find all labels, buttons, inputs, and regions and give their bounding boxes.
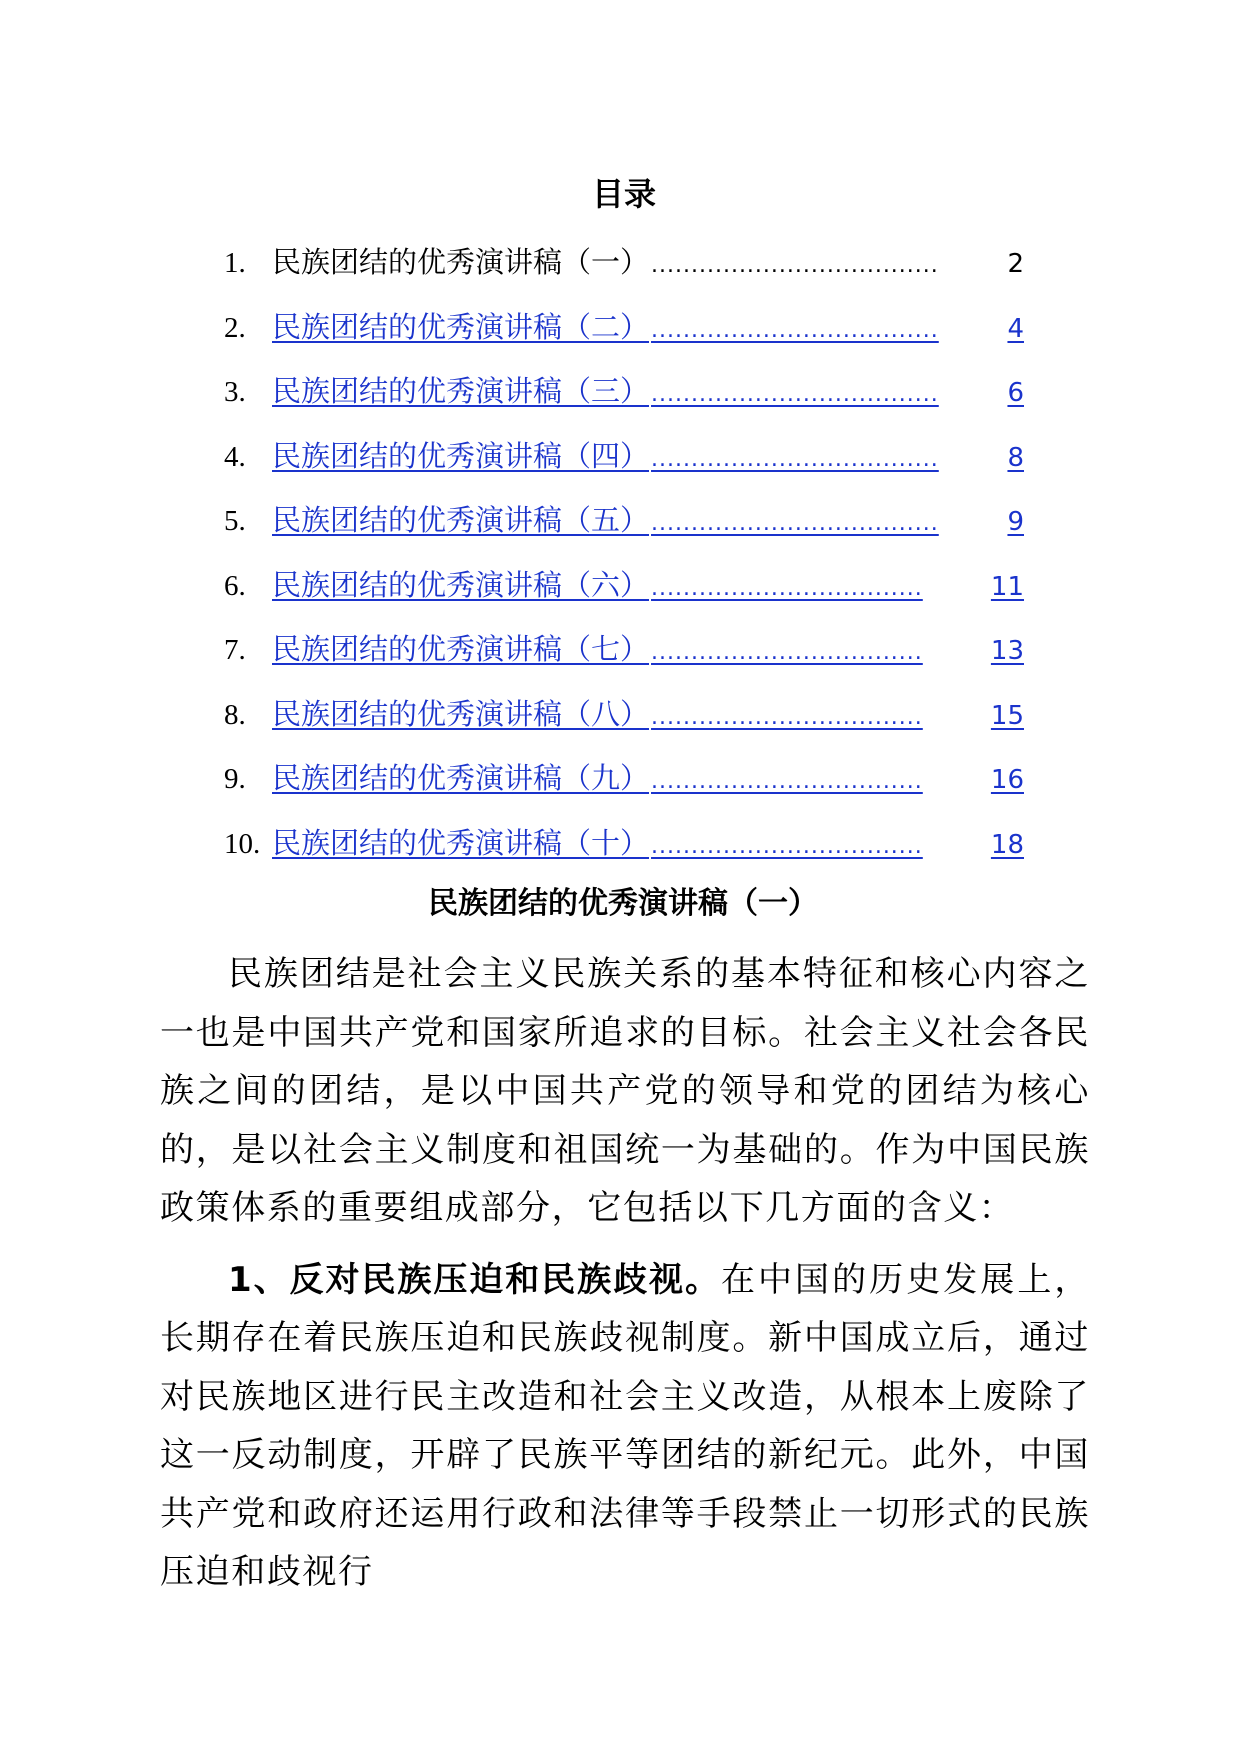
toc-item-number: 2. [224,311,246,344]
toc-item-link[interactable] [272,627,1024,675]
toc-page-number: 11 [990,571,1024,602]
toc-item [224,434,1024,499]
toc-item-text: 民族团结的优秀演讲稿（四） [272,438,650,473]
toc-item-link[interactable] [272,305,1024,353]
toc-item-link[interactable] [272,563,1024,611]
toc-item-number: 3. [224,376,246,408]
toc-item-text: 民族团结的优秀演讲稿（五） [272,503,650,537]
toc-item-text: 民族团结的优秀演讲稿（十） [272,825,650,860]
toc-leader-dots: .................................... [651,382,939,407]
toc-leader-dots: .................................. [651,575,923,601]
toc-leader-dots: .................................... [651,446,939,472]
toc-item-number: 7. [224,634,246,666]
toc-item-link[interactable] [272,434,1024,482]
toc-page-number: 18 [990,829,1024,860]
toc-item-text: 民族团结的优秀演讲稿（九） [272,761,650,795]
toc-item-number: 6. [224,569,246,602]
toc-item-link[interactable] [272,240,1024,288]
toc-item-number: 4. [224,440,246,473]
toc-item-text: 民族团结的优秀演讲稿（八） [272,696,650,731]
toc-page-number: 9 [1007,507,1024,537]
paragraph-lead: 1、反对民族压迫和民族歧视。 [228,1259,721,1300]
toc-item-number: 8. [224,698,246,731]
toc-item [224,498,1024,563]
toc-item [224,563,1024,628]
toc-leader-dots: .................................... [651,317,939,343]
toc-leader-dots: .................................. [651,640,923,665]
section-heading: 民族团结的优秀演讲稿（一） [428,886,818,921]
paragraph-body: 在中国的历史发展上，长期存在着民族压迫和民族歧视制度。新中国成立后，通过对民族地区进行民主改造和社会主义改造，从根本上废除了这一反动制度，开辟了民族平等团结的新纪元。此外，中国共产党和政府还运用行政和法律等手段禁止一切形式的民族压迫和歧视行 [160,1259,1090,1592]
toc-item [224,821,1024,886]
toc-item-link[interactable] [272,756,1024,804]
toc-item [224,756,1024,821]
table-of-contents [224,240,1024,885]
toc-leader-dots: .................................. [651,704,923,730]
toc-item [224,369,1024,434]
toc-item-number: 10. [224,827,261,860]
toc-item-text: 民族团结的优秀演讲稿（七） [272,632,650,666]
toc-page-number: 8 [1007,442,1024,473]
toc-item-link[interactable] [272,821,1024,869]
toc-item [224,627,1024,692]
toc-leader-dots: .................................. [651,769,923,794]
toc-item-number: 1. [224,247,246,279]
toc-page-number: 16 [990,765,1024,795]
toc-item-text: 民族团结的优秀演讲稿（三） [272,374,650,408]
toc-title: 目录 [591,175,656,213]
toc-page-number: 13 [990,636,1024,666]
toc-item-text: 民族团结的优秀演讲稿（二） [272,309,650,344]
toc-item-link[interactable] [272,369,1024,417]
paragraph: 民族团结是社会主义民族关系的基本特征和核心内容之一也是中国共产党和国家所追求的目标。社会主义社会各民族之间的团结，是以中国共产党的领导和党的团结为核心的，是以社会主义制度和祖国统一为基础的。作为中国民族政策体系的重要组成部分，它包括以下几方面的含义： [160,954,1090,1228]
toc-item-number: 5. [224,505,246,537]
toc-item-number: 9. [224,763,246,795]
toc-item-text: 民族团结的优秀演讲稿（六） [272,567,650,602]
toc-item-link[interactable] [272,498,1024,546]
toc-leader-dots: .................................... [651,253,939,278]
toc-item [224,240,1024,305]
toc-item [224,692,1024,757]
toc-leader-dots: .................................. [651,833,923,859]
body-text [160,945,1090,1602]
toc-leader-dots: .................................... [651,511,939,536]
toc-item-link[interactable] [272,692,1024,740]
toc-item-text: 民族团结的优秀演讲稿（一） [272,245,650,279]
paragraph [160,1251,1090,1602]
toc-page-number: 15 [990,700,1024,731]
toc-page-number: 4 [1007,313,1024,344]
toc-page-number: 2 [1007,249,1024,279]
toc-item [224,305,1024,370]
toc-page-number: 6 [1007,378,1024,408]
